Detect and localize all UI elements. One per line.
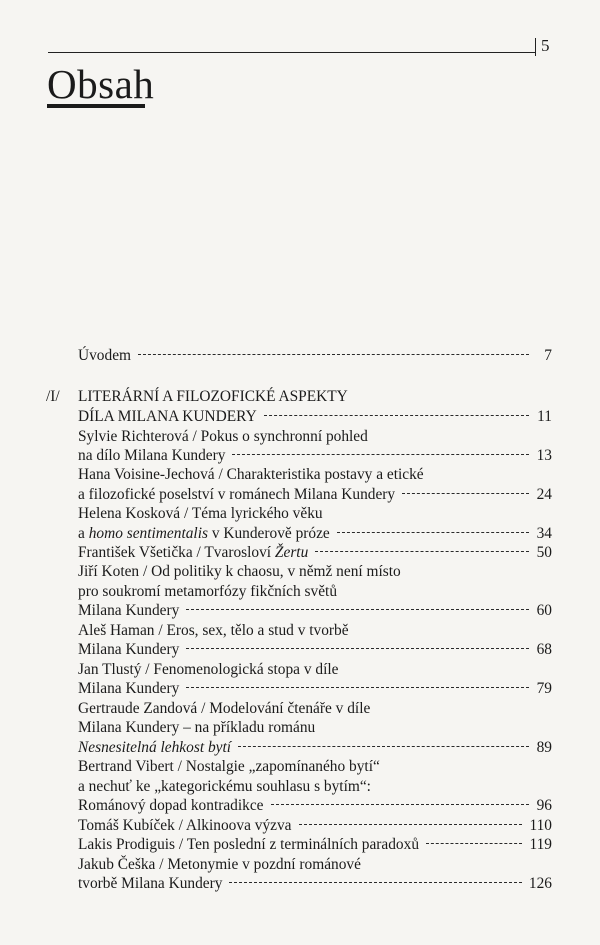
dot-leader	[138, 354, 529, 355]
toc-entry-line: Milana Kundery – na příkladu románu	[78, 719, 316, 736]
toc-entry-vibert[interactable]: Románový dopad kontradikce 96	[78, 797, 552, 814]
page-ref: 110	[529, 817, 552, 834]
toc-entry-zandova[interactable]: Nesnesitelná lehkost bytí 89	[78, 739, 552, 756]
toc-entry-line: Hana Voisine-Jechová / Charakteristika postavy a etické	[78, 466, 424, 483]
page-number: 5	[541, 36, 550, 55]
page-ref: 79	[536, 680, 552, 697]
toc-entry-line: pro soukromí metamorfózy fikčních světů	[78, 583, 338, 600]
toc-entry-ceska[interactable]: tvorbě Milana Kundery 126	[78, 875, 552, 892]
section-heading: LITERÁRNÍ A FILOZOFICKÉ ASPEKTY	[78, 388, 348, 405]
toc-entry-kubicek[interactable]: Tomáš Kubíček / Alkinoova výzva 110	[78, 817, 552, 834]
section-label: /I/	[46, 388, 60, 405]
toc-entry-koten[interactable]: Milana Kundery 60	[78, 602, 552, 619]
page-title: Obsah	[47, 61, 155, 107]
page-ref: 96	[536, 797, 552, 814]
dot-leader	[402, 493, 529, 494]
toc-entry-voisine-jechova[interactable]: a filozofické poselství v románech Milana Kundery 24	[78, 486, 552, 503]
header-rule	[48, 52, 536, 53]
page-ref: 7	[544, 347, 552, 364]
page-ref: 119	[529, 836, 552, 853]
page-ref: 50	[536, 544, 552, 561]
toc-entry-line: Aleš Haman / Eros, sex, tělo a stud v tvorbě	[78, 622, 349, 639]
toc-entry-tlusty[interactable]: Milana Kundery 79	[78, 680, 552, 697]
dot-leader	[264, 415, 529, 416]
dot-leader	[186, 609, 529, 610]
dot-leader	[232, 454, 529, 455]
dot-leader	[238, 746, 529, 747]
dot-leader	[186, 648, 529, 649]
toc-entry-line: a nechuť ke „kategorickému souhlasu s bytím“:	[78, 778, 371, 795]
page-ref: 11	[537, 408, 552, 425]
title-underline	[47, 104, 145, 108]
toc-entry-line: Jan Tlustý / Fenomenologická stopa v díle	[78, 661, 339, 678]
toc-entry-line: Jakub Češka / Metonymie v pozdní románové	[78, 856, 361, 873]
toc-entry-line: Jiří Koten / Od politiky k chaosu, v němž není místo	[78, 563, 401, 580]
toc-entry-section-heading[interactable]: DÍLA MILANA KUNDERY 11	[78, 408, 552, 425]
toc-entry-vseticka[interactable]: František Všetička / Tvarosloví Žertu 50	[78, 544, 552, 561]
dot-leader	[315, 551, 529, 552]
dot-leader	[229, 882, 521, 883]
dot-leader	[299, 824, 523, 825]
dot-leader	[426, 843, 522, 844]
page-ref: 13	[536, 447, 552, 464]
toc-entry-line: Helena Kosková / Téma lyrického věku	[78, 505, 323, 522]
page-ref: 68	[536, 641, 552, 658]
page-ref: 24	[536, 486, 552, 503]
toc-entry-prodiguis[interactable]: Lakis Prodiguis / Ten poslední z terminálních paradoxů 119	[78, 836, 552, 853]
toc-entry-line: Bertrand Vibert / Nostalgie „zapomínaného bytí“	[78, 758, 380, 775]
dot-leader	[186, 687, 529, 688]
page-ref: 89	[536, 739, 552, 756]
toc-entry-haman[interactable]: Milana Kundery 68	[78, 641, 552, 658]
toc-entry-intro[interactable]: Úvodem 7	[78, 347, 552, 364]
page-ref: 34	[536, 525, 552, 542]
page-ref: 60	[536, 602, 552, 619]
dot-leader	[271, 804, 530, 805]
toc-entry-richterova[interactable]: na dílo Milana Kundery 13	[78, 447, 552, 464]
dot-leader	[337, 532, 529, 533]
toc-entry-koskova[interactable]: a homo sentimentalis v Kunderově próze 34	[78, 525, 552, 542]
page-ref: 126	[528, 875, 552, 892]
toc-entry-line: Sylvie Richterová / Pokus o synchronní pohled	[78, 428, 368, 445]
toc-entry-line: Gertraude Zandová / Modelování čtenáře v díle	[78, 700, 371, 717]
